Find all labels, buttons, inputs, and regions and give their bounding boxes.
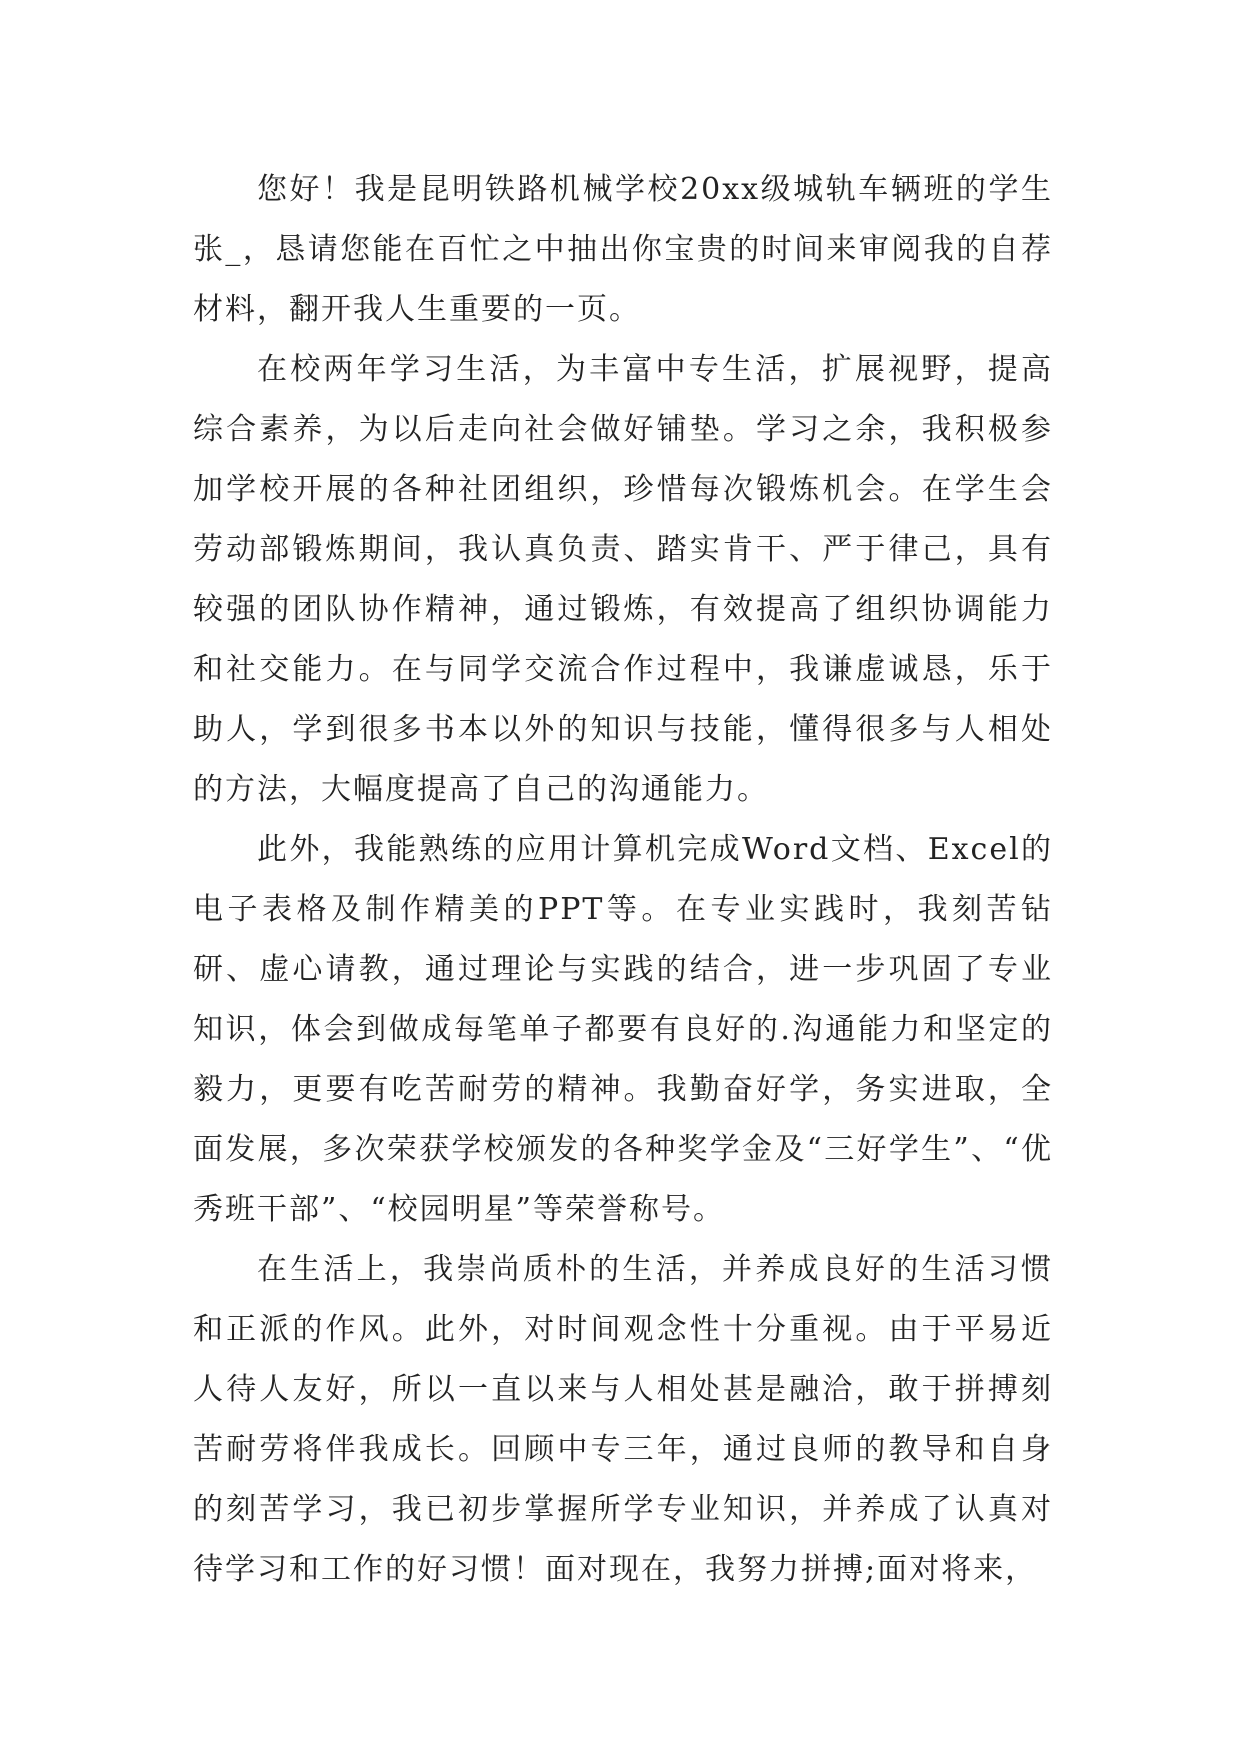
paragraph-skills: 此外，我能熟练的应用计算机完成Word文档、Excel的电子表格及制作精美的PPT等。在专业实践时，我刻苦钻研、虚心请教，通过理论与实践的结合，进一步巩固了专业知识，体会到做成每笔单子都要有良好的.沟通能力和坚定的毅力，更要有吃苦耐劳的精神。我勤奋好学，务实进取，全面发展，多次荣获学校颁发的各种奖学金及“三好学生”、“优秀班干部”、“校园明星”等荣誉称号。 xyxy=(193,832,1053,1227)
paragraph-greeting: 您好！我是昆明铁路机械学校20xx级城轨车辆班的学生张_，恳请您能在百忙之中抽出你宝贵的时间来审阅我的自荐材料，翻开我人生重要的一页。 xyxy=(193,172,1053,327)
paragraph-school-life: 在校两年学习生活，为丰富中专生活，扩展视野，提高综合素养，为以后走向社会做好铺垫。学习之余，我积极参加学校开展的各种社团组织，珍惜每次锻炼机会。在学生会劳动部锻炼期间，我认真负责、踏实肯干、严于律己，具有较强的团队协作精神，通过锻炼，有效提高了组织协调能力和社交能力。在与同学交流合作过程中，我谦虚诚恳，乐于助人，学到很多书本以外的知识与技能，懂得很多与人相处的方法，大幅度提高了自己的沟通能力。 xyxy=(193,352,1053,807)
letter-body xyxy=(193,160,1053,1600)
paragraph-personal-life: 在生活上，我崇尚质朴的生活，并养成良好的生活习惯和正派的作风。此外，对时间观念性十分重视。由于平易近人待人友好，所以一直以来与人相处甚是融洽，敢于拼搏刻苦耐劳将伴我成长。回顾中专三年，通过良师的教导和自身的刻苦学习，我已初步掌握所学专业知识，并养成了认真对待学习和工作的好习惯！面对现在，我努力拼搏;面对将来， xyxy=(193,1252,1053,1587)
